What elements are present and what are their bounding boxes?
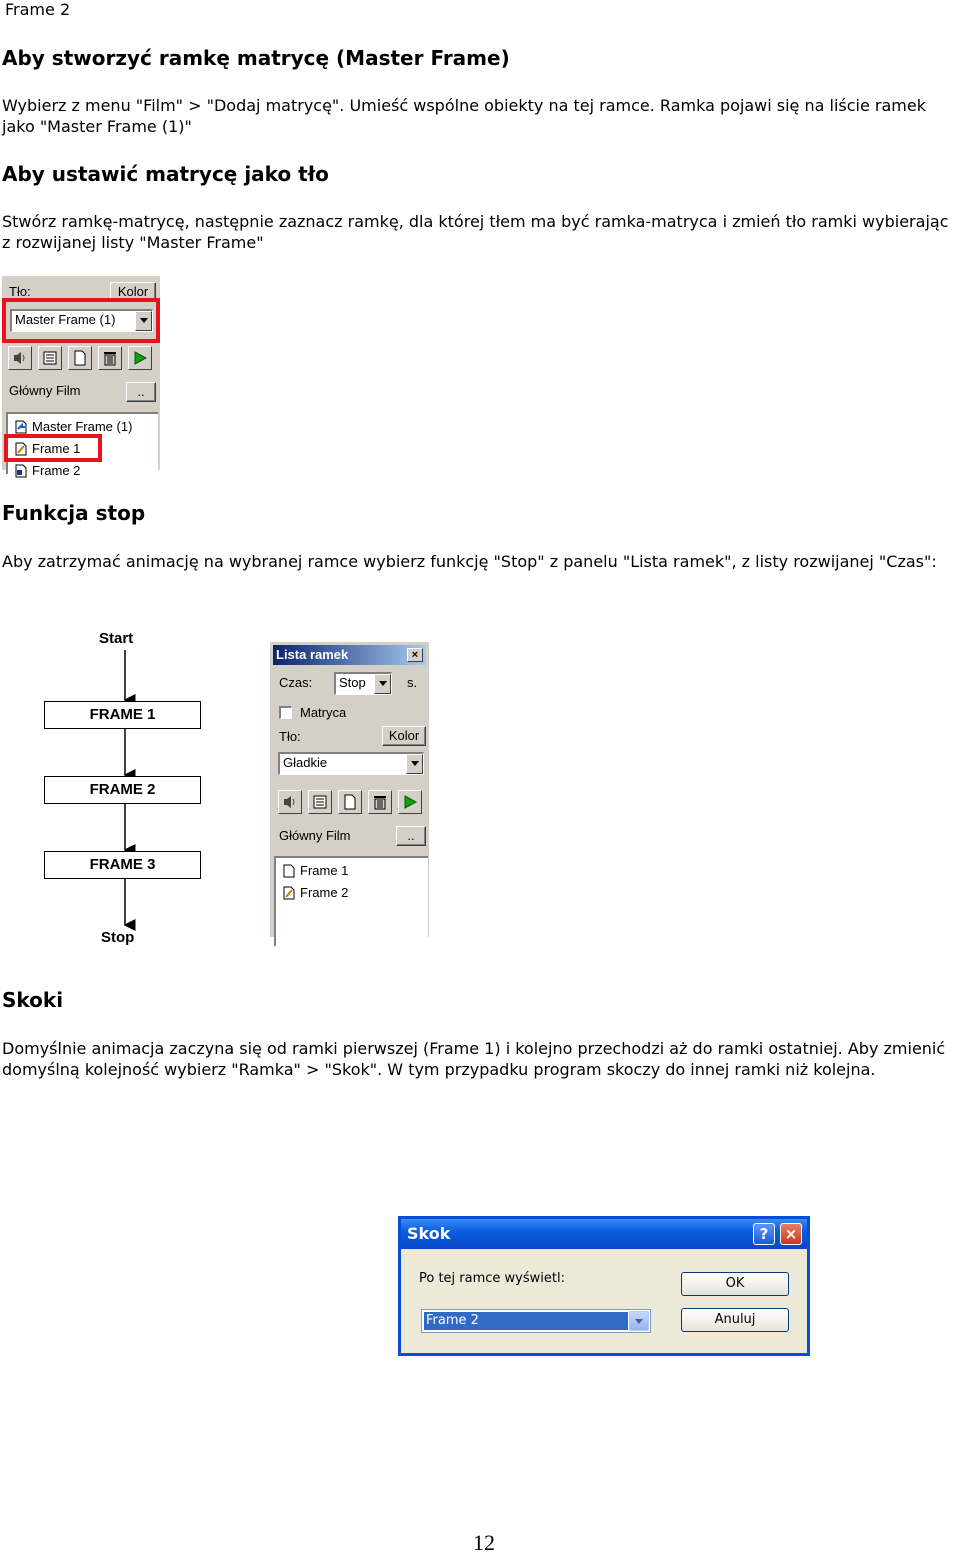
background-select-value: Master Frame (1) <box>15 312 116 327</box>
speaker-icon <box>12 350 28 366</box>
section-title-master-frame: Aby stworzyć ramkę matrycę (Master Frame) <box>2 46 510 70</box>
list-item-label: Frame 1 <box>300 863 349 878</box>
page-icon <box>72 350 88 366</box>
section-title-stop: Funkcja stop <box>2 501 146 525</box>
chevron-down-icon[interactable] <box>374 674 391 694</box>
highlight-frame-1 <box>4 434 102 462</box>
panel-titlebar <box>273 645 426 665</box>
section-title-jumps: Skoki <box>2 988 64 1012</box>
chevron-down-icon[interactable] <box>629 1311 649 1331</box>
list-item-label: Master Frame (1) <box>32 419 133 434</box>
frame-properties-panel <box>2 276 160 478</box>
background-label: Tło: <box>279 729 301 744</box>
flowchart-frame-1: FRAME 1 <box>44 701 201 729</box>
section-title-background: Aby ustawić matrycę jako tło <box>2 162 329 186</box>
properties-button[interactable] <box>38 346 62 370</box>
main-film-label: Główny Film <box>279 828 351 843</box>
flowchart-stop: Stop <box>101 929 135 946</box>
sound-button[interactable] <box>8 346 32 370</box>
trash-icon <box>372 794 388 810</box>
dialog-prompt: Po tej ramce wyświetl: <box>419 1271 565 1286</box>
master-frame-icon <box>14 420 28 434</box>
frame-edit-icon <box>282 886 296 900</box>
flowchart-frame-3: FRAME 3 <box>44 851 201 879</box>
page-icon <box>342 794 358 810</box>
sound-button[interactable] <box>278 790 302 814</box>
ok-button[interactable]: OK <box>681 1272 789 1296</box>
list-icon <box>312 794 328 810</box>
background-select-value: Gładkie <box>283 755 328 770</box>
list-item-label: Frame 1 <box>32 441 81 456</box>
dialog-title: Skok <box>407 1224 451 1243</box>
list-item-label: Frame 2 <box>32 463 81 478</box>
frame-icon <box>14 464 28 478</box>
list-item-label: Frame 2 <box>300 885 349 900</box>
trash-icon <box>102 350 118 366</box>
play-icon <box>132 350 148 366</box>
speaker-icon <box>282 794 298 810</box>
delete-frame-button[interactable] <box>368 790 392 814</box>
background-label: Tło: <box>9 284 31 299</box>
background-select[interactable] <box>278 752 424 775</box>
cancel-button[interactable]: Anuluj <box>681 1308 789 1332</box>
frame-list[interactable] <box>274 856 428 946</box>
new-frame-button[interactable] <box>338 790 362 814</box>
properties-button[interactable] <box>308 790 332 814</box>
play-icon <box>402 794 418 810</box>
flowchart-start: Start <box>99 630 134 647</box>
time-select-value: Stop <box>339 675 366 690</box>
time-select[interactable] <box>334 672 392 695</box>
section-body-background: Stwórz ramkę-matrycę, następnie zaznacz ramkę, dla której tłem ma być ramka-matryca i zmień tło ramki wybierając z rozwijanej listy "Master Frame" <box>2 212 949 252</box>
frame-list-panel <box>269 641 429 937</box>
main-film-label: Główny Film <box>9 383 81 398</box>
seconds-label: s. <box>407 675 418 690</box>
highlight-background-select <box>2 298 160 343</box>
chevron-down-icon[interactable] <box>406 754 423 774</box>
new-frame-button[interactable] <box>68 346 92 370</box>
page-header: Frame 2 <box>5 0 71 19</box>
frame-select-value: Frame 2 <box>424 1312 628 1330</box>
help-icon[interactable]: ? <box>753 1223 775 1245</box>
close-icon[interactable]: × <box>407 648 423 662</box>
panel-title: Lista ramek <box>276 647 349 662</box>
time-label: Czas: <box>279 675 313 690</box>
browse-button[interactable]: .. <box>396 826 426 846</box>
jump-dialog <box>398 1216 810 1356</box>
close-icon[interactable]: × <box>780 1223 802 1245</box>
template-checkbox-label: Matryca <box>300 705 347 720</box>
play-button[interactable] <box>398 790 422 814</box>
frame-select[interactable] <box>421 1309 651 1333</box>
section-body-master-frame: Wybierz z menu "Film" > "Dodaj matrycę". Umieść wspólne obiekty na tej ramce. Ramka pojawi się na liście ramek jako "Master Frame (1)" <box>2 96 926 136</box>
page-icon <box>282 864 296 878</box>
list-icon <box>42 350 58 366</box>
list-item[interactable] <box>14 462 80 480</box>
list-item[interactable] <box>282 862 348 880</box>
color-button[interactable]: Kolor <box>382 726 426 746</box>
flowchart-frame-2: FRAME 2 <box>44 776 201 804</box>
section-body-jumps: Domyślnie animacja zaczyna się od ramki pierwszej (Frame 1) i kolejno przechodzi aż do ramki ostatniej. Aby zmienić domyślną kolejność wybierz "Ramka" > "Skok". W tym przypadku program skoczy do innej ramki niż kolejna. <box>2 1039 946 1079</box>
browse-button[interactable]: .. <box>126 382 156 402</box>
template-checkbox[interactable] <box>279 706 292 719</box>
page-number: 12 <box>473 1530 495 1555</box>
play-button[interactable] <box>128 346 152 370</box>
dialog-titlebar <box>401 1219 807 1249</box>
color-button[interactable]: Kolor <box>110 282 156 302</box>
delete-frame-button[interactable] <box>98 346 122 370</box>
section-body-stop: Aby zatrzymać animację na wybranej ramce wybierz funkcję "Stop" z panelu "Lista ramek", z listy rozwijanej "Czas": <box>2 552 937 571</box>
list-item[interactable] <box>282 884 348 902</box>
